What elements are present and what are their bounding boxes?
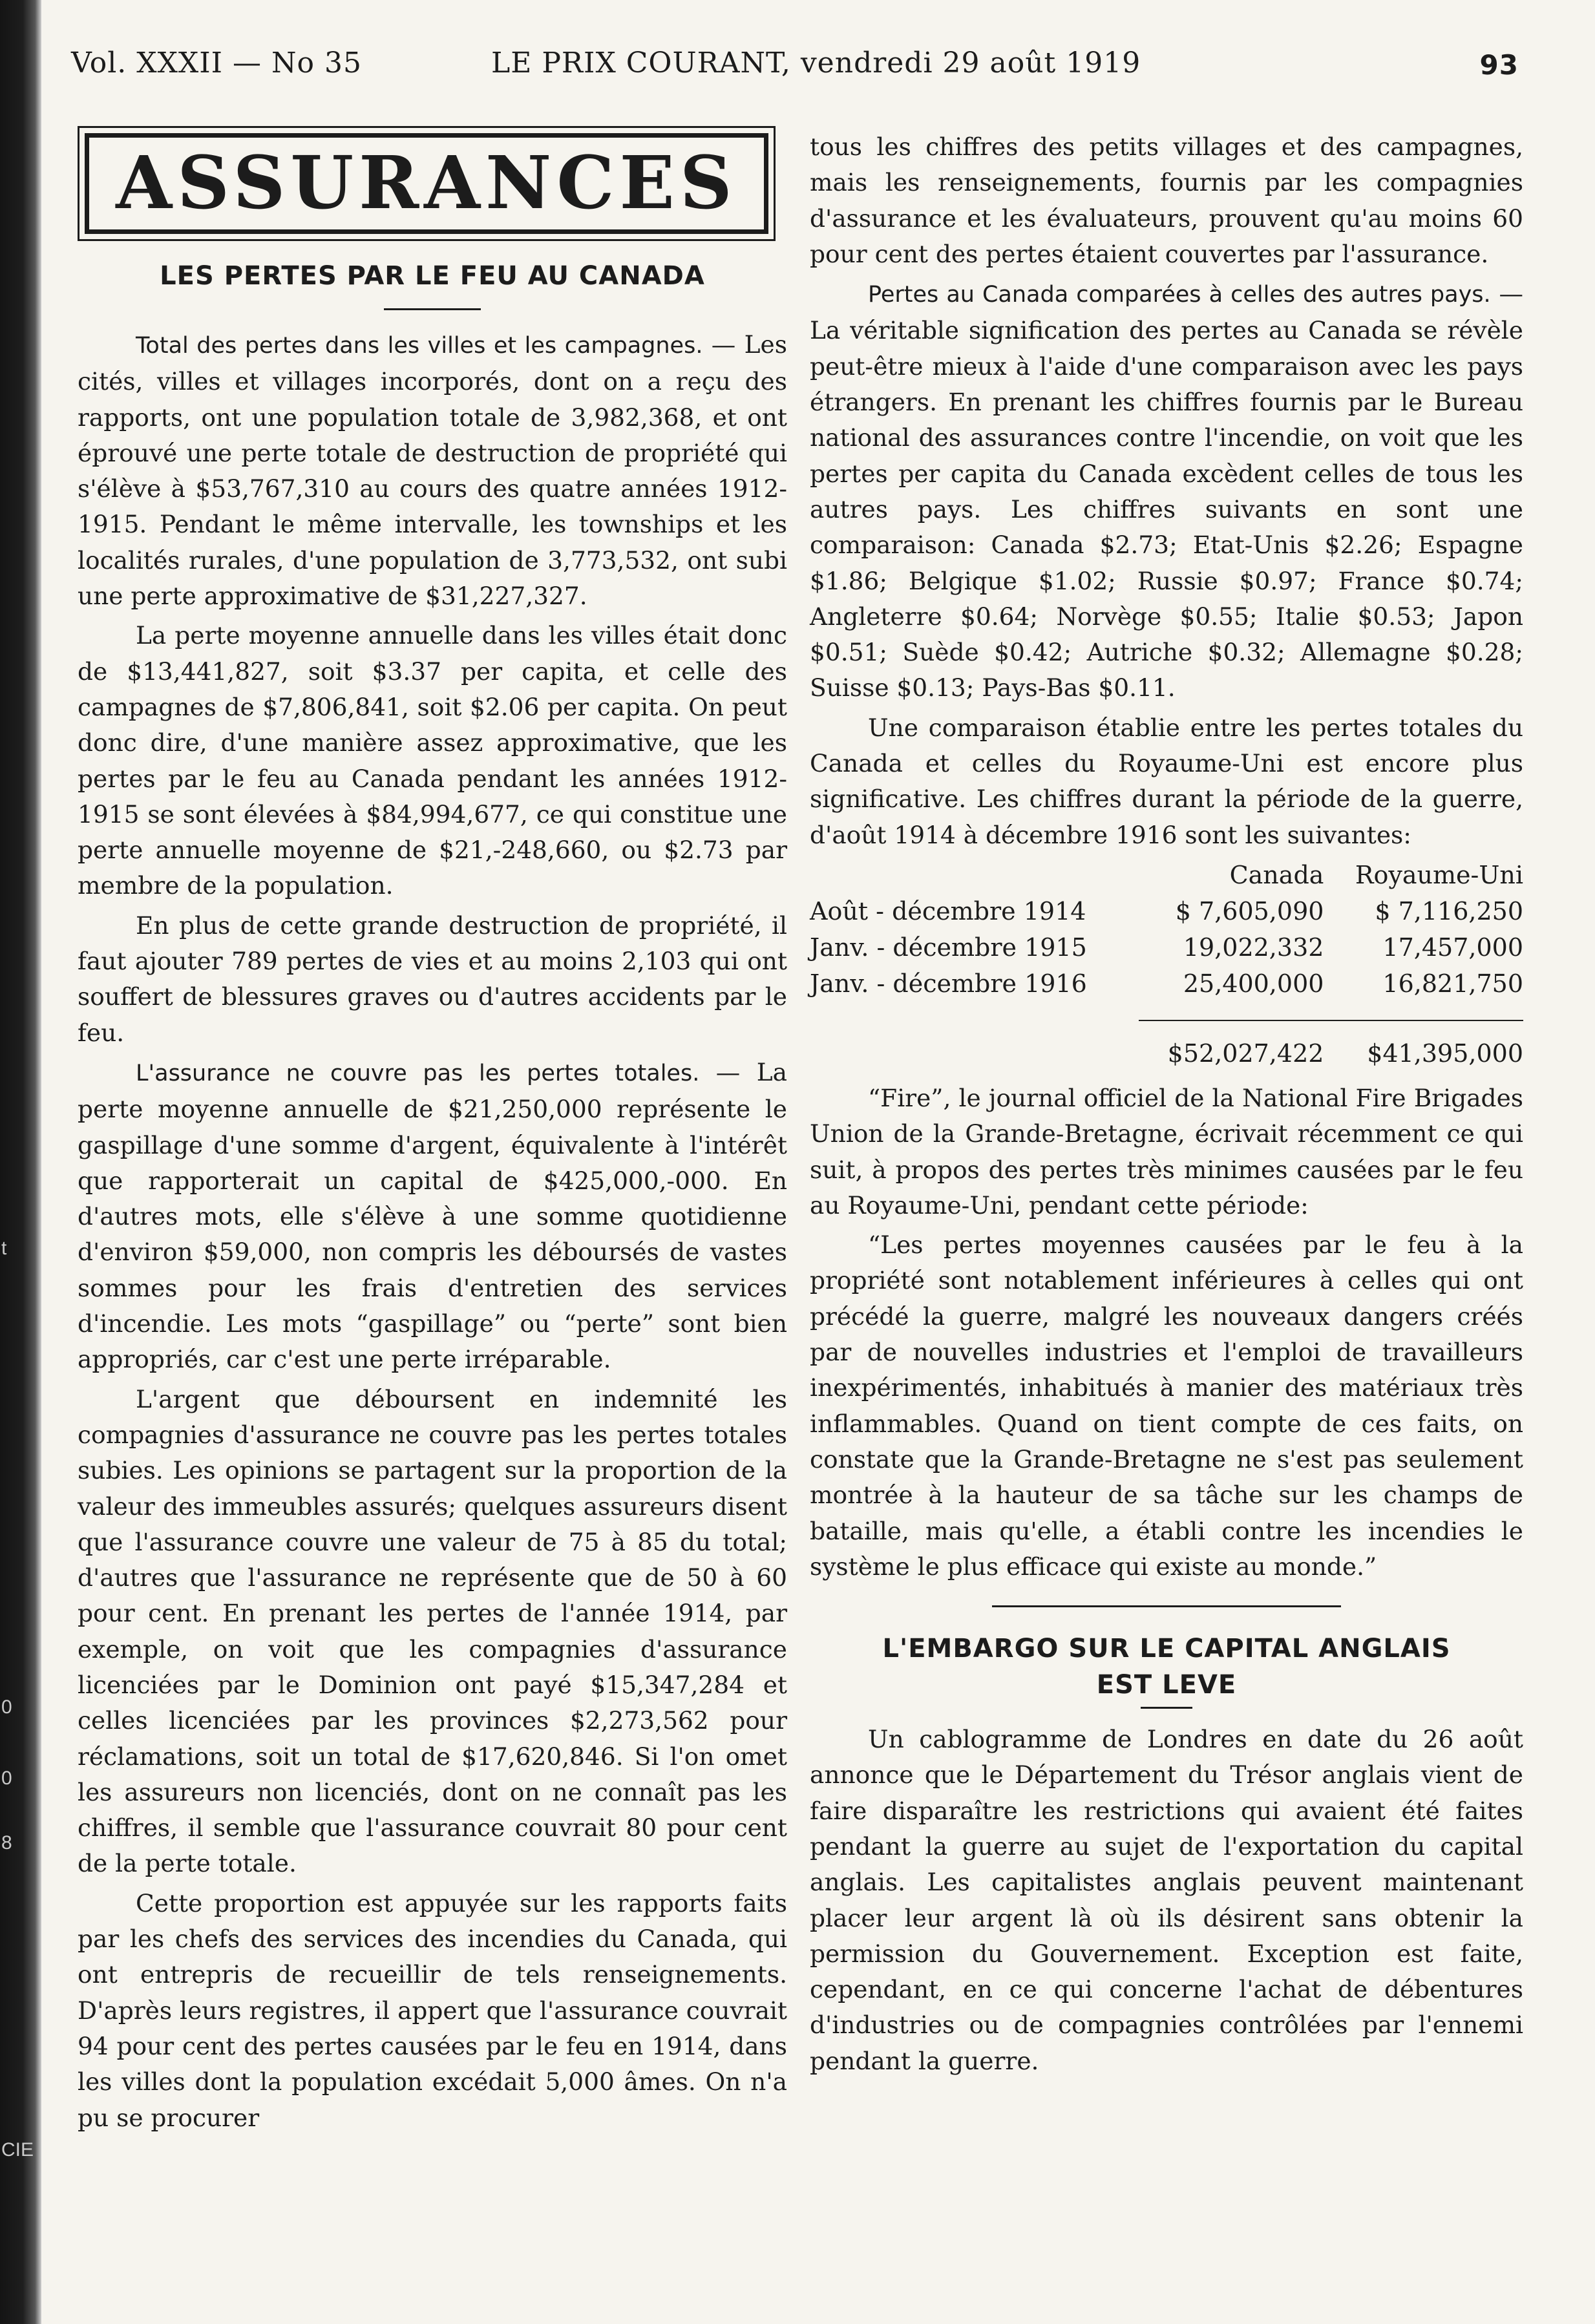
uk-total: $41,395,000 bbox=[1324, 1020, 1523, 1072]
page-number: 93 bbox=[1479, 49, 1519, 81]
article-title: LES PERTES PAR LE FEU AU CANADA bbox=[160, 261, 705, 291]
table-header-row bbox=[810, 857, 1523, 893]
publication-title: LE PRIX COURANT, vendredi 29 août 1919 bbox=[491, 47, 1141, 79]
table-row bbox=[810, 893, 1523, 929]
paragraph: La perte moyenne annuelle dans les villes était donc de $13,441,827, soit $3.37 per capita, et celle des campagnes de $7,806,841, soit $2.06 per capita. On peut donc dire, d'une manière assez approximative, que les pertes par le feu au Canada pendant les années 1912-1915 se sont élevées à $84,994,677, ce qui constitue une perte annuelle moyenne de $21,-248,660, ou $2.73 par membre de la population. bbox=[78, 621, 787, 900]
uk-cell: 16,821,750 bbox=[1382, 969, 1523, 998]
bleed-through-text: t bbox=[1, 1238, 7, 1259]
paragraph: L'argent que déboursent en indemnité les compagnies d'assurance ne couvre pas les pertes totales subies. Les opinions se partagent sur la proportion de la valeur des immeubles assurés; quelques assureurs disent que l'assurance couvre une valeur de 75 à 85 du total; d'autres que l'assurance ne représente que de 50 à 60 pour cent. En prenant les pertes de l'année 1914, par exemple, on voit que les compagnies d'assurance licenciées par le Dominion ont payé $15,347,284 et celles licenciées par les provinces $2,273,562 pour réclamations, soit un total de $17,620,846. Si l'on omet les assureurs non licenciés, dont on ne connaît pas les chiffres, il semble que l'assurance couvrait 80 pour cent de la perte totale. bbox=[78, 1384, 787, 1878]
period-cell: Janv. - décembre 1916 bbox=[810, 969, 1087, 998]
paragraph-lead: L'assurance ne couvre pas les pertes totales. bbox=[136, 1060, 700, 1086]
article-title-line-2: EST LEVE bbox=[1096, 1670, 1237, 1700]
paragraph-lead: Total des pertes dans les villes et les campagnes. bbox=[136, 333, 703, 359]
paragraph: “Fire”, le journal officiel de la National Fire Brigades Union de la Grande-Bretagne, écrivait récemment ce qui suit, à propos des pertes très minimes causées par le feu au Royaume-Uni, pendant cette période: bbox=[810, 1083, 1523, 1220]
paragraph: Cette proportion est appuyée sur les rapports faits par les chefs des services des incendies du Canada, qui ont entrepris de recueillir de tels renseignements. D'après leurs registres, il appert que l'assurance couvrait 94 pour cent des pertes causées par le feu en 1914, dans les villes dont la population excédait 5,000 âmes. On n'a pu se procurer bbox=[78, 1888, 787, 2132]
table-total-row bbox=[810, 1020, 1523, 1072]
period-cell: Août - décembre 1914 bbox=[810, 896, 1086, 925]
bleed-through-text: 0 bbox=[1, 1768, 12, 1789]
column-header: Canada bbox=[1229, 860, 1324, 889]
bleed-through-text: 8 bbox=[1, 1832, 12, 1854]
paragraph-continued: tous les chiffres des petits villages et des campagnes, mais les renseignements, fournis par les compagnies d'assurance et les évaluateurs, prouvent qu'au moins 60 pour cent des pertes étaient couvertes par l'assurance. bbox=[810, 132, 1523, 268]
bleed-through-text: 0 bbox=[1, 1696, 12, 1718]
paragraph: Un cablogramme de Londres en date du 26 août annonce que le Département du Trésor anglais vient de faire disparaître les restrictions qui avaient été faites pendant la guerre au sujet de l'exportation du capital anglais. Les capitalistes anglais peuvent maintenant placer leur argent là où ils désirent sans obtenir la permission du Gouvernement. Exception est faite, cependant, en ce qui concerne l'achat de débentures d'industries ou de compagnies contrôlées par l'ennemi pendant la guerre. bbox=[810, 1725, 1523, 2075]
uk-cell: $ 7,116,250 bbox=[1375, 896, 1523, 925]
table-row bbox=[810, 966, 1523, 1002]
article-divider bbox=[992, 1605, 1341, 1607]
paragraph-lead: Pertes au Canada comparées à celles des autres pays. bbox=[868, 282, 1491, 308]
table-row bbox=[810, 929, 1523, 966]
title-divider bbox=[1141, 1707, 1192, 1709]
title-divider bbox=[384, 308, 481, 310]
paragraph: Total des pertes dans les villes et les campagnes. — Les cités, villes et villages incorporés, dont on a reçu des rapports, ont une population totale de 3,982,368, et ont éprouvé une perte totale de destruction de propriété qui s'élève à $53,767,310 au cours des quatre années 1912-1915. Pendant le même intervalle, les townships et les localités rurales, d'une population de 3,773,532, ont subi une perte approximative de $31,227,327. bbox=[78, 330, 787, 611]
page-binding-shadow bbox=[0, 0, 41, 2324]
page-header bbox=[71, 47, 1519, 92]
uk-cell: 17,457,000 bbox=[1382, 933, 1523, 962]
right-column bbox=[810, 129, 1523, 2083]
canada-cell: $ 7,605,090 bbox=[1175, 896, 1324, 925]
paragraph: L'assurance ne couvre pas les pertes totales. — La perte moyenne annuelle de $21,250,000 représente le gaspillage d'une somme d'argent, équivalente à l'intérêt que rapporterait un capital de $425,000,-000. En d'autres mots, elle s'élève à une somme quotidienne d'environ $59,000, non compris les déboursés de vastes sommes pour les frais d'entretien des services d'incendie. Les mots “gaspillage” ou “perte” sont bien appropriés, car c'est une perte irréparable. bbox=[78, 1057, 787, 1374]
paragraph: Une comparaison établie entre les pertes totales du Canada et celles du Royaume-Uni est encore plus significative. Les chiffres durant la période de la guerre, d'août 1914 à décembre 1916 sont les suivantes: bbox=[810, 713, 1523, 849]
canada-cell: 25,400,000 bbox=[1183, 969, 1324, 998]
volume-number: Vol. XXXII — No 35 bbox=[71, 47, 362, 79]
quotation: “Les pertes moyennes causées par le feu à la propriété sont notablement inférieures à celles qui ont précédé la guerre, malgré les nouveaux dangers créés par de nouvelles industries et l'emploi de travailleurs inexpérimentés, inhabitués à manier des matériaux très inflammables. Quand on tient compte de ces faits, on constate que la Grande-Bretagne ne s'est pas seulement montrée à la hauteur de sa tâche sur les champs de bataille, mais qu'elle, a établi contre les incendies le système le plus efficace qui existe au monde.” bbox=[810, 1231, 1523, 1581]
article-title: L'EMBARGO SUR LE CAPITAL ANGLAIS bbox=[882, 1634, 1451, 1664]
loss-comparison-table bbox=[810, 857, 1523, 1072]
bleed-through-text: CIE bbox=[1, 2139, 34, 2160]
section-banner-title: ASSURANCES bbox=[85, 133, 768, 234]
period-cell: Janv. - décembre 1915 bbox=[810, 933, 1087, 962]
canada-cell: 19,022,332 bbox=[1183, 933, 1324, 962]
section-banner bbox=[78, 126, 776, 241]
paragraph: En plus de cette grande destruction de propriété, il faut ajouter 789 pertes de vies et au moins 2,103 qui ont souffert de blessures graves ou d'autres accidents par le feu. bbox=[78, 911, 787, 1047]
column-header: Royaume-Uni bbox=[1355, 860, 1523, 889]
left-column bbox=[78, 126, 787, 2140]
paragraph: Pertes au Canada comparées à celles des autres pays. — La véritable signification des pertes au Canada se révèle peut-être mieux à l'aide d'une comparaison avec les pays étrangers. En prenant les chiffres fournis par le Bureau national des assurances contre l'incendie, on voit que les pertes per capita du Canada excèdent celles de tous les autres pays. Les chiffres suivants en sont une comparaison: Canada $2.73; Etat-Unis $2.26; Espagne $1.86; Belgique $1.02; Russie $0.97; France $0.74; Angleterre $0.64; Norvège $0.55; Italie $0.53; Japon $0.51; Suède $0.42; Autriche $0.32; Allemagne $0.28; Suisse $0.13; Pays-Bas $0.11. bbox=[810, 279, 1523, 702]
canada-total: $52,027,422 bbox=[1139, 1020, 1324, 1072]
